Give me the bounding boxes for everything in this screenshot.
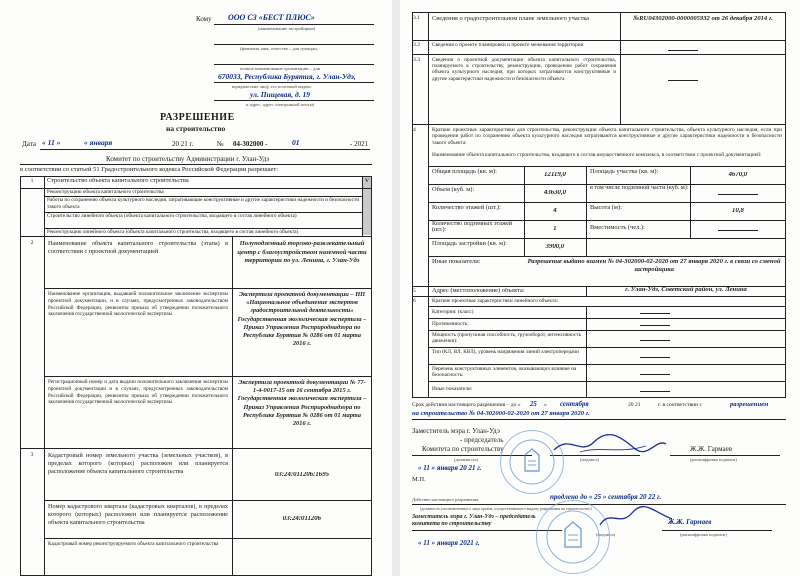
row3-quarter-value: 03:24:011206 (282, 516, 322, 522)
param-underground-floors-label: Количество подземных этажей (шт.): (432, 221, 513, 234)
validity-prefix: Срок действия настоящего разрешения – до « (412, 402, 521, 408)
row32-num: 3.2 (413, 42, 420, 48)
recipient-street: ул. Пищевая, д. 19 (250, 90, 310, 99)
row1-linear-reconstruction: Реконструкцию линейного объекта (объекта капитального строительства, входящего в состав линейного объекта) (47, 229, 299, 235)
row6-elements: Перечень конструктивных элементов, оказывающих влияние на безопасность: (432, 366, 577, 379)
validity-hw-tail: разрешением (730, 401, 769, 408)
validity-year: 20 21 (628, 402, 641, 408)
param-total-area-value: 12119,0 (544, 172, 566, 178)
row6-line-type: Тип (КЛ, ВЛ, КВЛ), уровень напряжения линий электропередачи (432, 349, 579, 355)
signer-position-1: Заместитель мэра г. Улан-Удэ (412, 427, 500, 435)
email-caption: и адрес, адрес электронной почты) (246, 102, 315, 107)
signature-date: « 11 » января 20 21 г. (418, 464, 482, 472)
param-height-value: 10,8 (732, 208, 744, 214)
row6-capacity: Мощность (пропускная способность, грузооборот, интенсивность движения): (432, 332, 582, 345)
row3-quarter-label: Номер кадастрового квартала (кадастровых кварталов), в пределах которого (которых) расположен или планируется расположение объекта капитального строительства (48, 503, 228, 526)
param-height-label: Высота (м): (590, 204, 622, 211)
row6-length: Протяженность: (432, 321, 469, 327)
row6-category: Категория: (класс) (432, 309, 474, 315)
row2-expertise-org-value: Экспертиза проектной документации – НП «Национальное объединение экспертов градостроительной деятельности» Государственная экологическая экспертиза – Приказ Управления Росприроднадзора по Республике Бурятия № 0286 от 01 марта 2016 г. (237, 291, 367, 348)
number-label: № (217, 140, 224, 148)
row2-num: 2 (30, 240, 34, 246)
extension-caption: (должность уполномоченного лица органа, осуществляющего выдачу разрешения на строительство) (420, 506, 592, 511)
row5-num: 5 (413, 288, 416, 294)
row2-expertise-reg-label: Регистрационный номер и дата выдачи положительного заключения экспертизы проектной документации и в случаях, предусмотренных законодательством Российской Федерации, реквизиты приказа об утверждении положительного заключения государственной экологической экспертизы (48, 379, 228, 406)
param-volume-value: 43630,0 (543, 190, 567, 196)
extension-hw2: Заместитель мэра г. Улан-Удэ – председатель комитета по строительству (412, 514, 536, 527)
legal-basis: в соответствии со статьей 51 Градостроительного кодекса Российской Федерации разрешает: (20, 166, 279, 173)
param-underground-floors-value: 1 (553, 226, 557, 232)
extension-signature-scribble (596, 505, 676, 531)
fio-caption: (фамилия, имя, отчество – для граждан, (240, 46, 318, 51)
address-caption: юридических лиц), его почтовый индекс (232, 84, 312, 89)
permit-number: 04-302000 - (233, 140, 268, 148)
date-label: Дата (22, 140, 36, 148)
row4-num: 4 (413, 127, 416, 133)
row31-num: 3.1 (413, 15, 420, 21)
param-floors-label: Количество этажей (шт.): (432, 204, 501, 211)
position-caption: (должность) (454, 457, 479, 462)
signer-position-2: - председатель (460, 436, 504, 444)
page-gap (392, 0, 400, 576)
row3-reconstructed-label: Кадастровый номер реконструируемого объекта капитального строительства (48, 541, 219, 547)
permit-year-suffix: - 2021 (350, 140, 369, 148)
row2-expertise-org-label: Наименование организации, выдавшей положительное заключение экспертизы проектной документации, и в случаях, предусмотренных законодательством Российской Федерации, реквизиты приказа об утверждении положительного заключения государственной экологической экспертизы (48, 291, 228, 318)
name-caption: (расшифровка подписи) (690, 457, 737, 462)
permit-page-1 (0, 0, 392, 576)
param-built-area-value: 3900,0 (545, 244, 565, 250)
other-indicators-value: Разрешение выдано взамен № 04-302000-02-2020 от 27 января 2020 г. в связи со сменой застройщика (527, 258, 781, 273)
extension-line1: Действие настоящего разрешения (412, 497, 479, 502)
row5-address: г. Улан-Удэ, Советский район, ул. Ленина (625, 287, 747, 293)
row31-value: №RU04302000-0000005932 от 26 декабря 2014 г. (633, 15, 773, 22)
validity-line2: на строительство № 04-302000-02-2020 от 27 января 2020 г. (412, 410, 590, 417)
param-site-area-value: 4670,0 (728, 172, 748, 178)
date-month: « января (84, 138, 113, 147)
recipient-address: 670033, Республика Бурятия, г. Улан-Удэ, (218, 72, 356, 81)
param-underground-volume-label: в том числе подземной части (куб. м): (590, 185, 689, 191)
param-floors-value: 4 (553, 208, 557, 214)
extension-hw1: продлено до « 25 » сентября 20 22 г. (550, 493, 662, 501)
signer-name: Ж.Ж. Гармаев (690, 445, 733, 453)
recipient-label: Кому (196, 15, 212, 23)
permit-number-hw: 01 (292, 138, 300, 147)
mp-label: М.П. (412, 476, 426, 483)
row31-label: Сведения о градостроительном плане земельного участка (432, 15, 590, 22)
signature-scribble (550, 432, 670, 458)
row5-label: Адрес (местоположение) объекта: (432, 288, 525, 294)
row1-construction: Строительство объекта капитального строительства (47, 178, 189, 184)
param-volume-label: Объем (куб. м): (432, 186, 475, 193)
row33-num: 3.3 (413, 57, 420, 63)
other-indicators-label: Иные показатели: (432, 259, 481, 265)
row2-object-name-value: Полуподземный торгово-развлекательный центр с благоустройством наземной части территории по ул. Ленина, г. Улан-Удэ (237, 240, 367, 264)
row32-label: Сведения о проекте планировки и проекте межевания территории (432, 42, 584, 48)
row2-expertise-reg-value: Экспертиза проектной документации № 77-1-4-0017-15 от 16 сентября 2015 г. Государственная экологическая экспертиза – Приказ Управления Росприроднадзора по Республике Бурятия № 0286 от 01 марта 2016 г. (237, 379, 367, 428)
date-day: « 11 » (42, 138, 61, 147)
sign-caption: (подпись) (580, 457, 600, 462)
permit-subtitle: на строительство (166, 124, 226, 133)
extension-date: « 11 » января 2021 г. (418, 539, 480, 547)
recipient-name-caption: (наименование застройщика) (258, 26, 316, 31)
row33-label: Сведения о проектной документации объекта капитального строительства, планируемого к строительству, реконструкции, проведению работ сохранения объекта культурного наследия, при которых затрагиваются конструктивные и другие характеристики надежности и безопасности объекта (432, 57, 616, 82)
extension-name: Ж.Ж. Гармаев (668, 518, 712, 526)
row3-cadastral-label: Кадастровый номер земельного участка (земельных участков), в пределах которого (которых) расположен или планируется расположение объекта капитального строительства (48, 452, 228, 475)
permit-page-2 (400, 0, 800, 576)
validity-day: 25 (530, 401, 537, 408)
param-site-area-label: Площадь участка (кв. м): (590, 168, 659, 175)
validity-quote: » (544, 402, 547, 408)
row1-reconstruction: Реконструкцию объекта капитального строительства (47, 189, 164, 195)
row2-object-name-label: Наименование объекта капитального строительства (этапа) в соответствии с проектной документацией (48, 240, 228, 255)
authority: Комитет по строительству Администрации г. Улан-Удэ (106, 155, 270, 163)
signer-position-3: Комитета по строительству (422, 445, 504, 453)
row6-label: Краткие проектные характеристики линейного объекта: (432, 298, 559, 304)
row1-check: V (364, 178, 370, 184)
row1-num: 1 (30, 178, 34, 184)
date-year: 20 21 г. (172, 140, 194, 148)
row1-heritage: Работы по сохранению объекта культурного наследия, затрагивающие конструктивные и другие характеристики надежности и безопасности такого объекта (47, 197, 359, 210)
validity-suffix: г. в соответствии с (658, 402, 702, 408)
row4-subtitle: Наименование объекта капитального строительства, входящего в состав имущественного комплекса, в соответствии с проектной документацией: (432, 152, 762, 158)
param-total-area-label: Общая площадь (кв. м): (432, 168, 497, 175)
row6-other: Иные показатели: (432, 386, 473, 392)
validity-month: сентября (560, 401, 589, 408)
row6-num: 6 (413, 298, 416, 304)
row1-linear-construction: Строительство линейного объекта (объекта капитального строительства, входящего в состав линейного объекта) (47, 213, 297, 219)
org-caption: полное наименование организации – для (240, 66, 320, 71)
param-built-area-label: Площадь застройки (кв. м): (432, 240, 507, 247)
permit-title: РАЗРЕШЕНИЕ (160, 112, 235, 123)
param-capacity-label: Вместимость (чел.): (590, 224, 645, 231)
row3-num: 3 (30, 452, 34, 458)
recipient-name: ООО СЗ «БЕСТ ПЛЮС» (228, 13, 315, 22)
row3-cadastral-value: 03:24:011206:1695 (275, 472, 329, 478)
extension-name-caption: (расшифровка подписи) (680, 532, 727, 537)
row4-label: Краткие проектные характеристики для строительства, реконструкции объекта капитального строительства, объекта культурного наследия, если при проведении работ по сохранению объекта культурного наследия затрагиваются конструктивные и другие характеристики надежности и безопасности такого объекта: (432, 127, 782, 146)
extension-sign-caption: (подпись) (596, 532, 616, 537)
